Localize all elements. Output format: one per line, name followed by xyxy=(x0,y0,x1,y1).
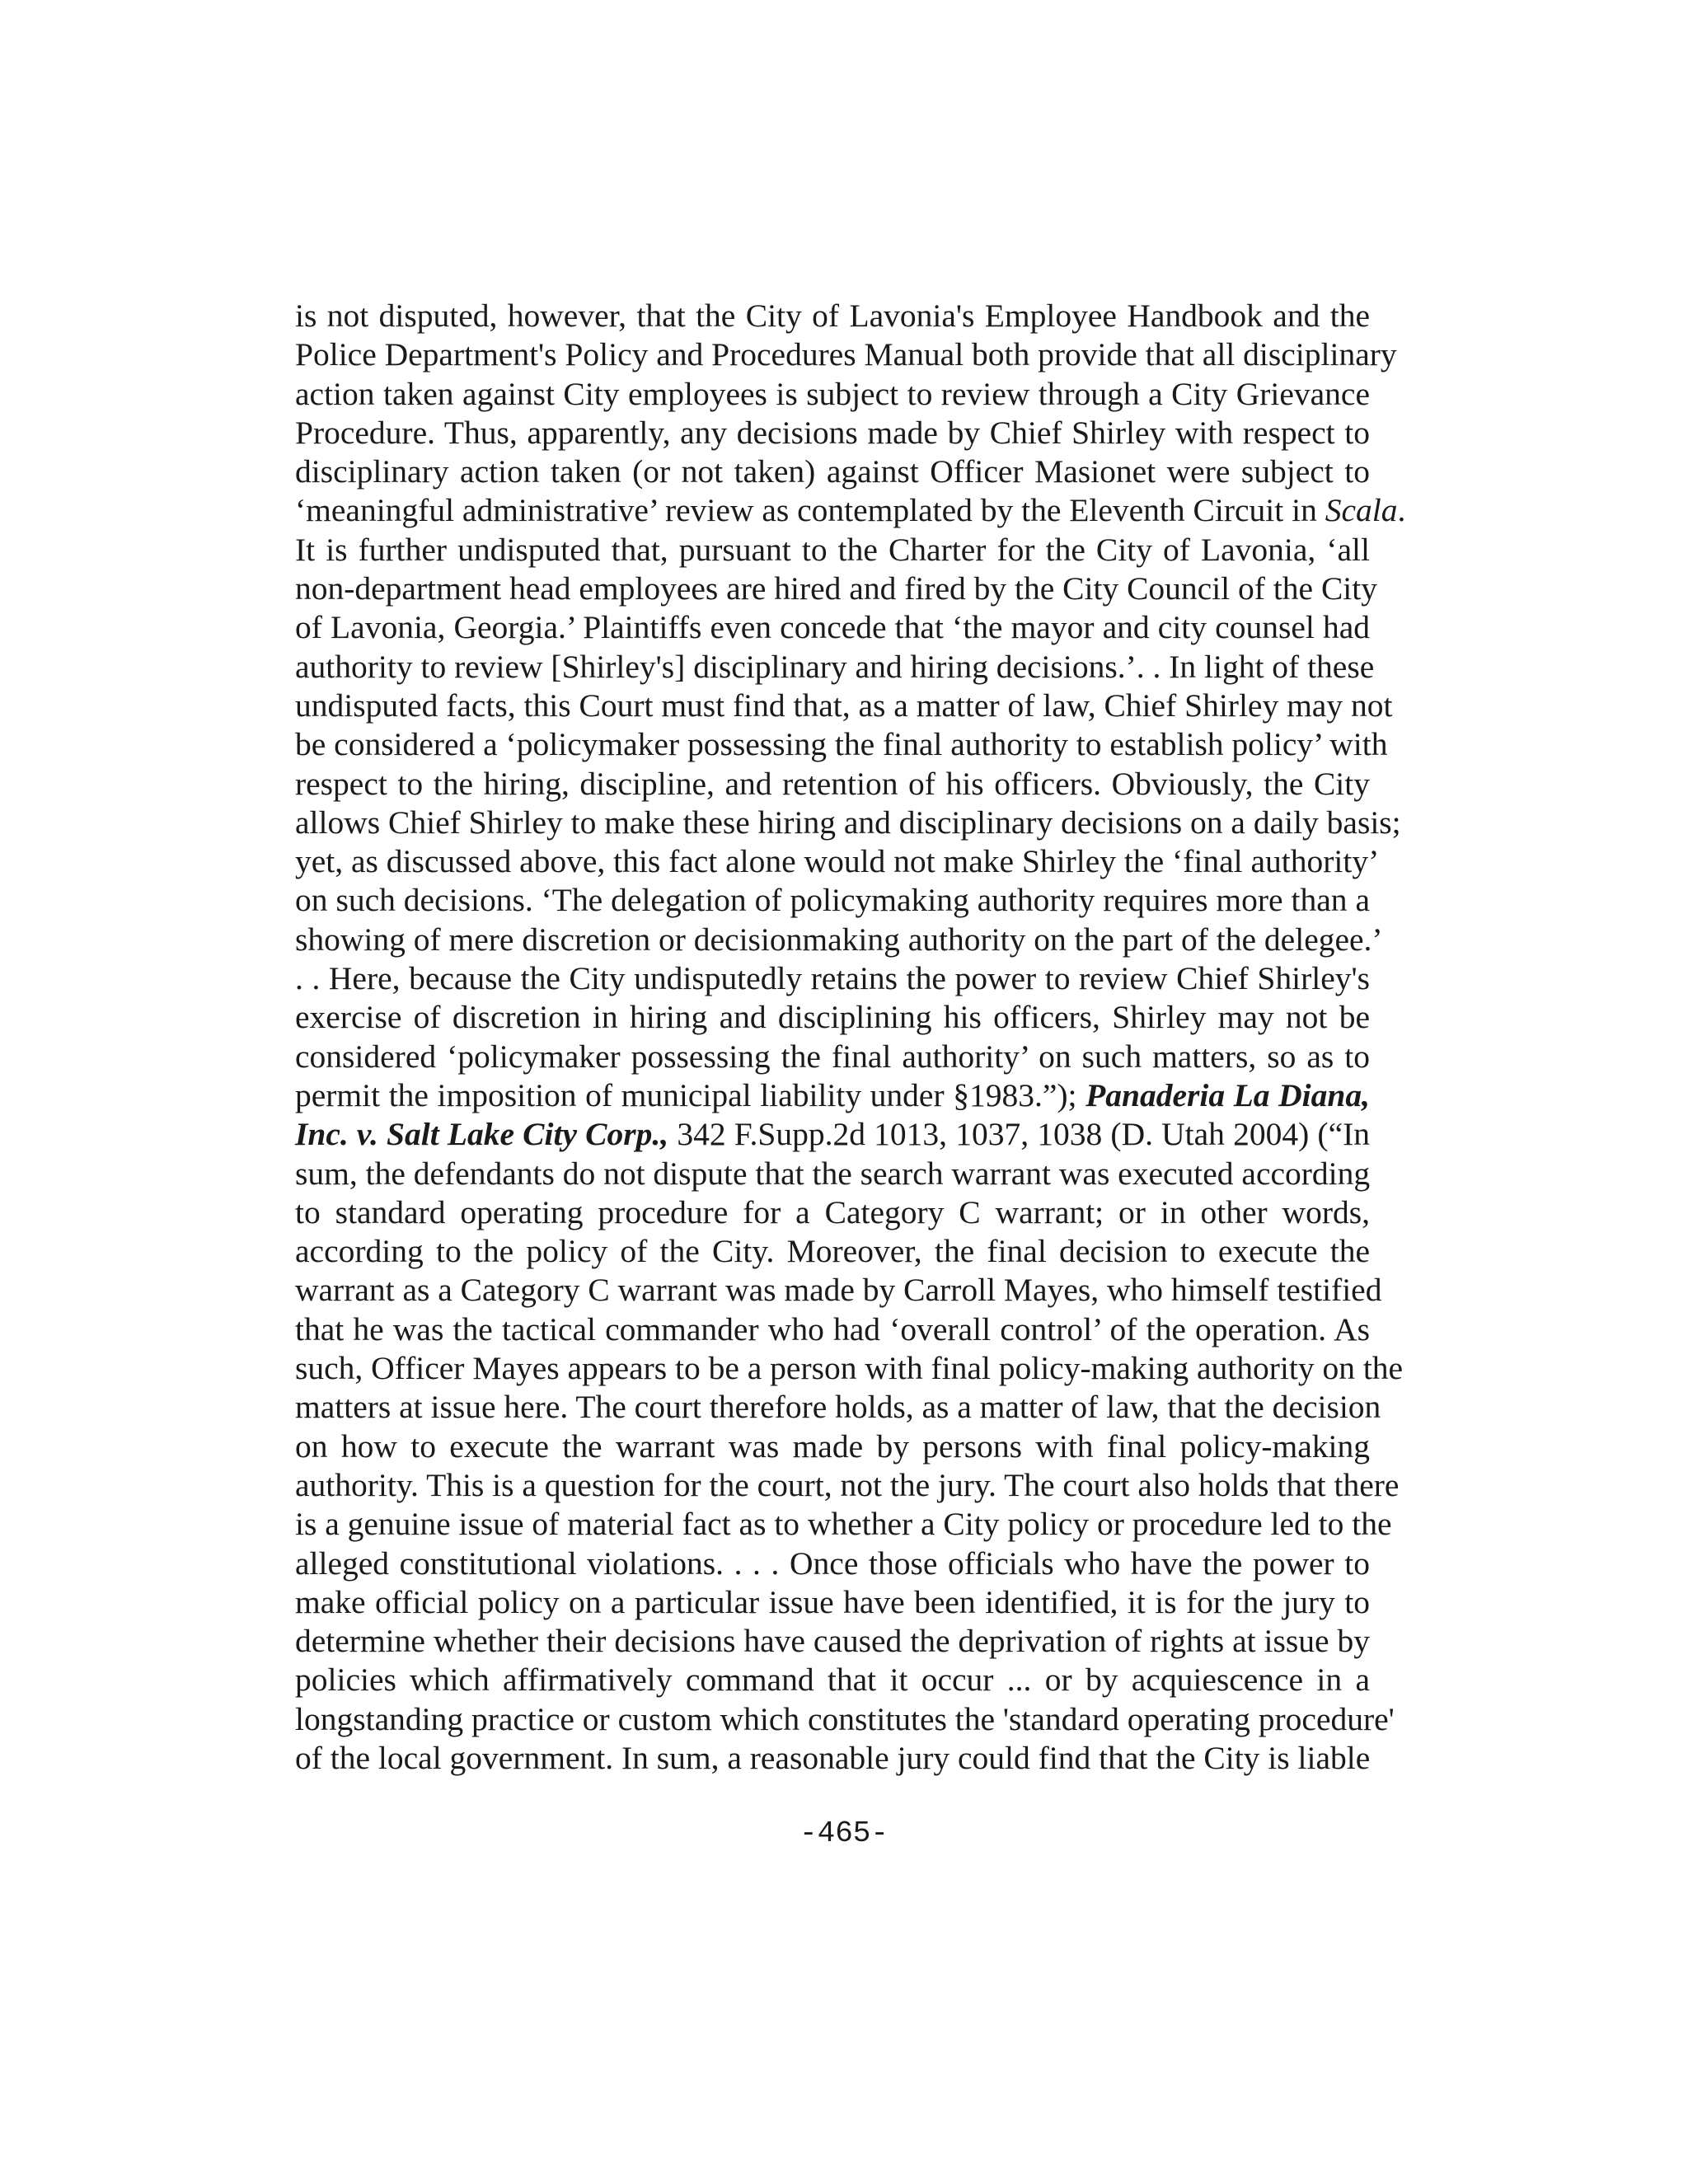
text-line xyxy=(295,1115,1370,1154)
text-line xyxy=(295,1622,1370,1661)
text-line xyxy=(295,1661,1370,1699)
text-line xyxy=(295,1193,1370,1232)
text-segment: alleged constitutional violations. . . . Once those officials who have the power to xyxy=(295,1544,1370,1582)
text-line xyxy=(295,1466,1400,1505)
text-segment: showing of mere discretion or decisionmaking authority on the part of the delegee.’ xyxy=(295,921,1383,958)
document-body xyxy=(295,297,1406,1778)
text-segment: allows Chief Shirley to make these hiring and disciplinary decisions on a daily basis; xyxy=(295,804,1401,841)
text-line xyxy=(295,725,1388,764)
text-segment: longstanding practice or custom which constitutes the 'standard operating procedure' xyxy=(295,1700,1395,1737)
text-segment: Police Department's Policy and Procedures Manual both provide that all disciplinary xyxy=(295,336,1397,373)
text-segment: ‘meaningful administrative’ review as contemplated by the Eleventh Circuit in xyxy=(295,492,1325,529)
text-line xyxy=(295,648,1375,687)
text-line xyxy=(295,1076,1370,1115)
text-segment: be considered a ‘policymaker possessing the final authority to establish policy’ with xyxy=(295,726,1388,763)
text-segment: on how to execute the warrant was made by persons with final policy-making xyxy=(295,1427,1370,1465)
text-line xyxy=(295,375,1370,414)
text-segment: authority. This is a question for the court, not the jury. The court also holds that there xyxy=(295,1466,1400,1503)
text-line xyxy=(295,687,1393,725)
text-line xyxy=(295,1038,1370,1076)
page-number: -465- xyxy=(799,1816,889,1850)
text-segment: . xyxy=(1397,492,1406,529)
text-line xyxy=(295,1310,1370,1349)
text-segment: Procedure. Thus, apparently, any decisions made by Chief Shirley with respect to xyxy=(295,414,1370,451)
text-segment: considered ‘policymaker possessing the final authority’ on such matters, so as to xyxy=(295,1038,1370,1075)
text-line xyxy=(295,1271,1382,1310)
text-segment: according to the policy of the City. Moreover, the final decision to execute the xyxy=(295,1233,1370,1270)
text-segment: respect to the hiring, discipline, and retention of his officers. Obviously, the City xyxy=(295,765,1370,802)
text-segment: action taken against City employees is subject to review through a City Grievance xyxy=(295,375,1370,412)
text-segment: sum, the defendants do not dispute that the search warrant was executed according xyxy=(295,1155,1371,1192)
text-line xyxy=(295,608,1370,647)
text-line xyxy=(295,1739,1370,1778)
text-segment: is not disputed, however, that the City of Lavonia's Employee Handbook and the xyxy=(295,298,1370,334)
text-segment: make official policy on a particular issue have been identified, it is for the jury to xyxy=(295,1583,1370,1620)
text-line xyxy=(295,452,1370,491)
text-line xyxy=(295,1583,1370,1622)
text-line xyxy=(295,1427,1370,1466)
text-line xyxy=(295,765,1370,804)
text-segment: warrant as a Category C warrant was made by Carroll Mayes, who himself testified xyxy=(295,1272,1382,1309)
text-line xyxy=(295,491,1406,530)
text-line xyxy=(295,1505,1392,1544)
text-line xyxy=(295,959,1370,998)
text-line xyxy=(295,998,1370,1037)
emphasis-text: Inc. v. Salt Lake City Corp., xyxy=(295,1116,669,1153)
text-line xyxy=(295,881,1370,920)
text-segment: on such decisions. ‘The delegation of policymaking authority requires more than a xyxy=(295,882,1370,919)
text-segment: . . Here, because the City undisputedly retains the power to review Chief Shirley's xyxy=(295,960,1370,997)
text-segment: that he was the tactical commander who had ‘overall control’ of the operation. As xyxy=(295,1310,1370,1347)
emphasis-text: Scala xyxy=(1325,492,1398,529)
text-segment: yet, as discussed above, this fact alone would not make Shirley the ‘final authority’ xyxy=(295,843,1380,880)
text-line xyxy=(295,1155,1370,1193)
text-segment: It is further undisputed that, pursuant to the Charter for the City of Lavonia, ‘all xyxy=(295,531,1370,568)
text-line xyxy=(295,1349,1404,1388)
text-line xyxy=(295,414,1370,452)
text-line xyxy=(295,921,1383,959)
text-line xyxy=(295,842,1380,881)
text-line xyxy=(295,1388,1381,1427)
text-segment: determine whether their decisions have caused the deprivation of rights at issue by xyxy=(295,1623,1370,1660)
text-line xyxy=(295,569,1377,608)
text-line xyxy=(295,297,1370,335)
text-segment: of Lavonia, Georgia.’ Plaintiffs even concede that ‘the mayor and city counsel had xyxy=(295,609,1370,646)
text-segment: is a genuine issue of material fact as to whether a City policy or procedure led to the xyxy=(295,1506,1392,1543)
text-segment: 342 F.Supp.2d 1013, 1037, 1038 (D. Utah 2004) (“In xyxy=(668,1116,1371,1153)
text-segment: such, Officer Mayes appears to be a person with final policy-making authority on the xyxy=(295,1350,1404,1387)
text-line xyxy=(295,335,1397,374)
text-line xyxy=(295,531,1370,569)
text-line xyxy=(295,1700,1395,1739)
text-segment: policies which affirmatively command that it occur ... or by acquiescence in a xyxy=(295,1661,1370,1699)
text-line xyxy=(295,1544,1370,1583)
text-segment: exercise of discretion in hiring and disciplining his officers, Shirley may not be xyxy=(295,999,1370,1036)
text-segment: disciplinary action taken (or not taken) against Officer Masionet were subject to xyxy=(295,453,1370,490)
emphasis-text: Panaderia La Diana, xyxy=(1085,1076,1370,1113)
text-segment: permit the imposition of municipal liability under §1983.”); xyxy=(295,1076,1086,1113)
text-segment: non-department head employees are hired and fired by the City Council of the City xyxy=(295,570,1377,607)
text-line xyxy=(295,804,1401,842)
text-line xyxy=(295,1232,1370,1271)
text-segment: to standard operating procedure for a Category C warrant; or in other words, xyxy=(295,1193,1370,1230)
text-segment: matters at issue here. The court therefore holds, as a matter of law, that the decision xyxy=(295,1389,1381,1426)
text-segment: undisputed facts, this Court must find that, as a matter of law, Chief Shirley may not xyxy=(295,687,1393,724)
text-segment: of the local government. In sum, a reasonable jury could find that the City is liable xyxy=(295,1739,1371,1776)
text-segment: authority to review [Shirley's] disciplinary and hiring decisions.’. . In light of these xyxy=(295,648,1375,685)
